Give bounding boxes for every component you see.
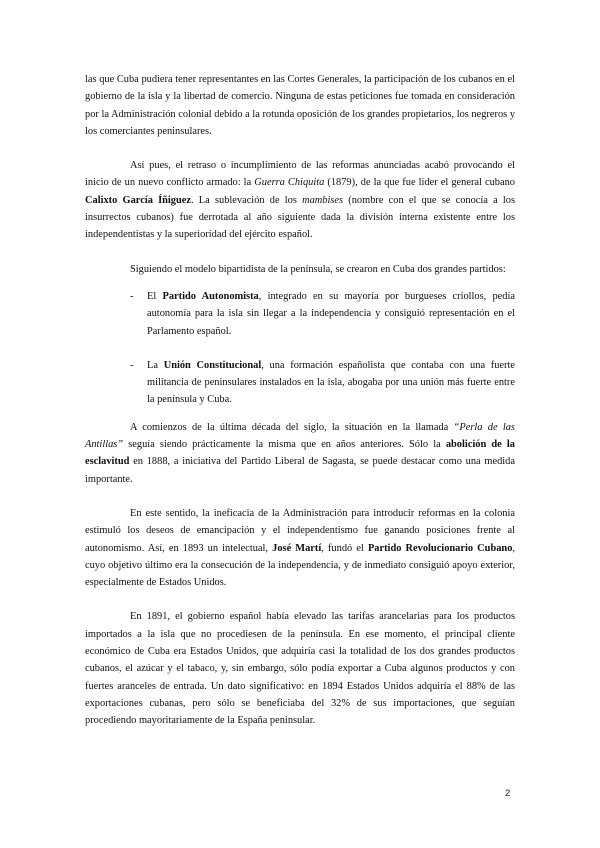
bold-name-calixto-garcia: Calixto García Íñiguez xyxy=(85,194,192,206)
paragraph-guerra-chiquita xyxy=(85,157,515,243)
paragraph-text: . La sublevación de los xyxy=(191,194,303,206)
list-item-union-constitucional xyxy=(85,357,515,409)
body-text xyxy=(85,71,515,730)
paragraph-aranceles xyxy=(85,608,515,729)
bold-term-partido-autonomista: Partido Autonomista xyxy=(162,290,259,302)
list-text: , una formación españolista que contaba con una fuerte militancia de peninsulares instalados en la isla, abogaba por una unión más fuerte entre la península y Cuba. xyxy=(147,359,515,406)
page-number: 2 xyxy=(505,788,511,799)
list-item-partido-autonomista xyxy=(85,288,515,340)
paragraph-bipartidismo xyxy=(85,261,515,278)
paragraph-text: En este sentido, la ineficacia de la Administración para introducir reformas en la colonia estimuló los deseos de emancipación y el independentismo fue ganando posiciones frente al autonomismo. Así, en 1893 un intelectual, xyxy=(85,507,515,554)
bold-name-jose-marti: José Martí xyxy=(272,542,322,554)
bold-term-union-constitucional: Unión Constitucional xyxy=(163,359,262,371)
list-text: El xyxy=(147,290,163,302)
list-text: , integrado en su mayoría por burgueses criollos, pedía autonomía para la isla sin llegar a la independencia y consiguió representación en el Parlamento español. xyxy=(147,290,515,337)
paragraph-text: en 1888, a iniciativa del Partido Liberal de Sagasta, se puede destacar como una medida importante. xyxy=(85,456,515,485)
paragraph-text: las que Cuba pudiera tener representantes en las Cortes Generales, la participación de los cubanos en el gobierno de la isla y la libertad de comercio. Ninguna de estas peticiones fue tomada en consideración por la Administración colonial debido a la rotunda oposición de los grandes propietarios, los negreros y los comerciantes peninsulares. xyxy=(85,74,515,137)
paragraph-reform-petitions xyxy=(85,71,515,140)
list-dash: - xyxy=(130,359,134,371)
bold-term-partido-revolucionario: Partido Revolucionario Cubano xyxy=(367,542,513,554)
italic-term-guerra-chiquita: Guerra Chiquita xyxy=(254,177,325,189)
paragraph-text: , fundó el xyxy=(321,542,368,554)
paragraph-text: , cuyo objetivo último era la consecución de la independencia, y de inmediato consiguió apoyo exterior, especialmente de Estados Unidos. xyxy=(85,542,516,589)
paragraph-perla-antillas xyxy=(85,419,515,488)
paragraph-text: En 1891, el gobierno español había elevado las tarifas arancelarias para los productos importados a la isla que no procediesen de la península. En ese momento, el principal cliente económico de Cuba era Estados Unidos, que adquiría casi la totalidad de los dos grandes productos cubanos, el azúcar y el tabaco, y, sin embargo, sólo podía exportar a Cuba algunos productos y con fuertes aranceles de entrada. Un dato significativo: en 1894 Estados Unidos adquiría el 88% de las exportaciones cubanas, pero sólo se beneficiaba del 32% de sus importaciones, que seguían procediendo mayoritariamente de la España peninsular. xyxy=(85,611,515,727)
list-dash: - xyxy=(130,290,134,302)
italic-term-mambises: mambises xyxy=(302,194,344,206)
list-text: La xyxy=(147,359,164,371)
party-list xyxy=(85,288,515,409)
paragraph-jose-marti xyxy=(85,505,515,591)
paragraph-text: seguía siendo prácticamente la misma que en años anteriores. Sólo la xyxy=(123,439,446,451)
paragraph-text: (nombre con el que se conocía a los insurrectos cubanos) fue derrotada al año siguiente dada la división interna existente entre los independentistas y la superioridad del ejército español. xyxy=(85,194,516,241)
paragraph-text: Siguiendo el modelo bipartidista de la península, se crearon en Cuba dos grandes partidos: xyxy=(130,263,506,275)
bold-term-abolicion-esclavitud: abolición de la esclavitud xyxy=(85,439,515,468)
paragraph-text: Así pues, el retraso o incumplimiento de las reformas anunciadas acabó provocando el inicio de un nuevo conflicto armado: la xyxy=(85,160,515,189)
paragraph-text: A comienzos de la última década del siglo, la situación en la llamada xyxy=(130,421,454,433)
paragraph-text: (1879), de la que fue líder el general cubano xyxy=(324,177,515,189)
italic-term-perla-antillas: “Perla de las Antillas” xyxy=(85,421,515,451)
